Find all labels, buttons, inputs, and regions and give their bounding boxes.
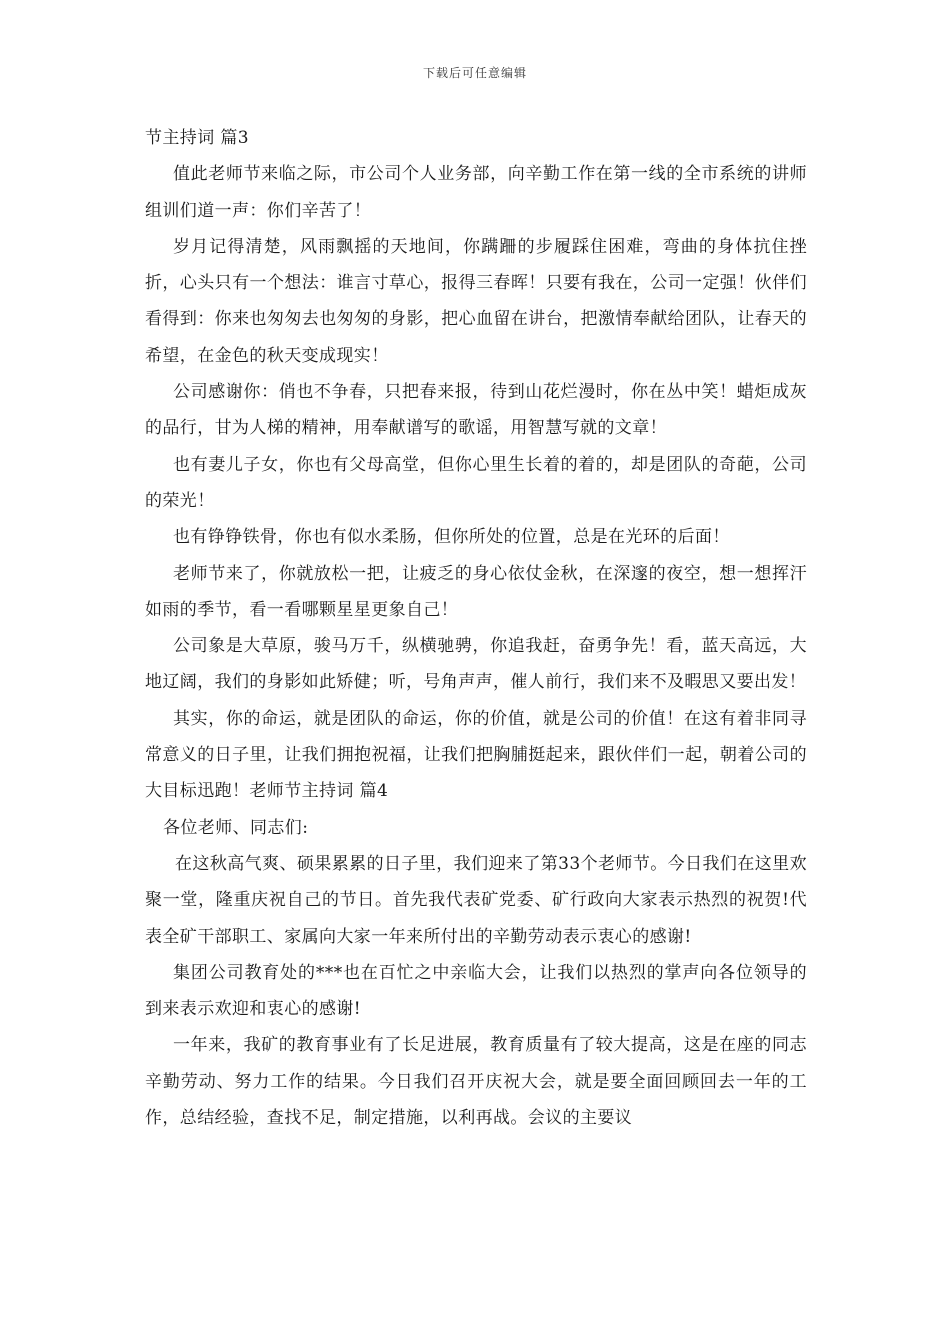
paragraph: 值此老师节来临之际，市公司个人业务部，向辛勤工作在第一线的全市系统的讲师组训们道一声：你们辛苦了！ xyxy=(145,164,807,221)
paragraph: 老师节来了，你就放松一把，让疲乏的身心依仗金秋，在深邃的夜空，想一想挥汗如雨的季节，看一看哪颗星星更象自己！ xyxy=(145,563,807,620)
paragraph: 一年来，我矿的教育事业有了长足进展，教育质量有了较大提高，这是在座的同志辛勤劳动、努力工作的结果。今日我们召开庆祝大会，就是要全面回顾回去一年的工作，总结经验，查找不足，制定措施，以利再战。会议的主要议 xyxy=(145,1035,807,1129)
paragraph: 公司感谢你：俏也不争春，只把春来报，待到山花烂漫时，你在丛中笑！蜡炬成灰的品行，甘为人梯的精神，用奉献谱写的歌谣，用智慧写就的文章！ xyxy=(145,382,807,439)
paragraph: 也有铮铮铁骨，你也有似水柔肠，但你所处的位置，总是在光环的后面！ xyxy=(173,527,730,548)
paragraph: 其实，你的命运，就是团队的命运，你的价值，就是公司的价值！在这有着非同寻常意义的日子里，让我们拥抱祝福，让我们把胸脯挺起来，跟伙伴们一起，朝着公司的大目标迅跑！老师节主持词 篇4 xyxy=(145,708,807,802)
paragraph-section-title-3: 节主持词 篇3 xyxy=(145,128,250,148)
paragraph: 集团公司教育处的***也在百忙之中亲临大会，让我们以热烈的掌声向各位领导的到来表示欢迎和衷心的感谢! xyxy=(145,962,807,1020)
paragraph: 公司象是大草原，骏马万千，纵横驰骋，你追我赶，奋勇争先！看，蓝天高远，大地辽阔，我们的身影如此矫健；听，号角声声，催人前行，我们来不及暇思又要出发！ xyxy=(145,636,807,693)
paragraph: 在这秋高气爽、硕果累累的日子里，我们迎来了第33个老师节。今日我们在这里欢聚一堂，隆重庆祝自己的节日。首先我代表矿党委、矿行政向大家表示热烈的祝贺!代表全矿干部职工、家属向大家一年来所付出的辛勤劳动表示衷心的感谢! xyxy=(145,853,807,947)
paragraph: 岁月记得清楚，风雨飘摇的天地间，你蹒跚的步履踩住困难，弯曲的身体抗住挫折，心头只有一个想法：谁言寸草心，报得三春晖！只要有我在，公司一定强！伙伴们看得到：你来也匆匆去也匆匆的身影，把心血留在讲台，把激情奉献给团队，让春天的希望，在金色的秋天变成现实！ xyxy=(145,236,807,366)
page-header-note: 下载后可任意编辑 xyxy=(422,66,527,80)
paragraph: 也有妻儿子女，你也有父母高堂，但你心里生长着的着的，却是团队的奇葩，公司的荣光！ xyxy=(145,454,807,511)
paragraph-salutation: 各位老师、同志们: xyxy=(163,817,309,838)
document-body xyxy=(145,120,807,1136)
